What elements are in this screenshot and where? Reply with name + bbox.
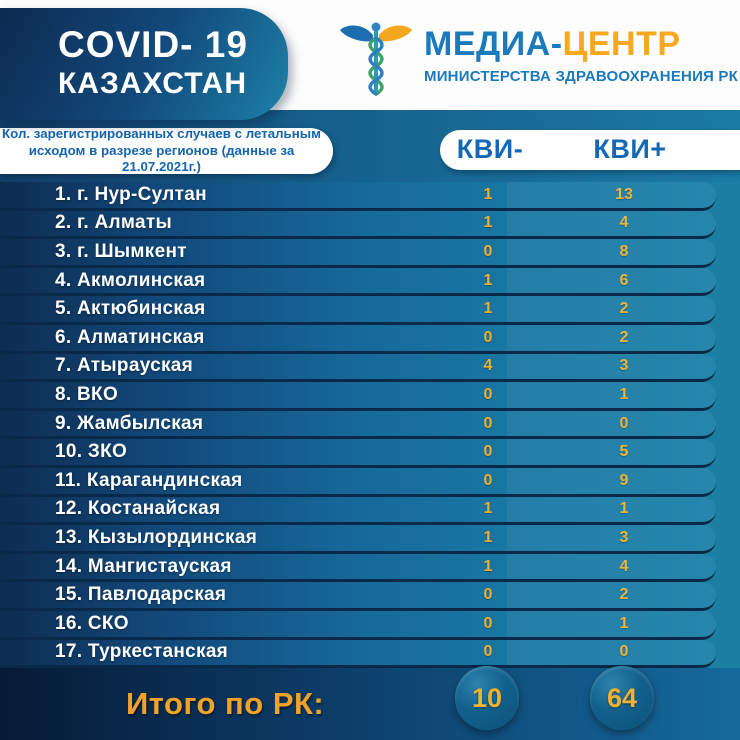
kvi-minus-value: 1 [483,528,493,546]
region-label: 17. Туркестанская [55,641,229,663]
column-header-kvi-plus: КВИ+ [593,134,667,164]
kvi-plus-value: 13 [615,185,633,203]
kvi-plus-value: 0 [619,414,629,432]
kvi-plus-value: 9 [619,471,629,489]
table-row [0,382,716,411]
totals-footer [0,668,740,740]
column-header-pill [440,130,740,170]
region-label: 1. г. Нур-Султан [55,183,207,205]
kvi-plus-value: 1 [619,500,629,518]
kvi-minus-value: 1 [483,557,493,575]
table-row [0,268,716,297]
table-row [0,411,716,440]
kvi-plus-value: 2 [619,300,629,318]
description-line1: Кол. зарегистрированных случаев с летальным [2,126,321,142]
description-pill [0,128,333,174]
kvi-minus-value: 1 [483,271,493,289]
region-label: 7. Атырауская [55,355,194,377]
column-header-kvi-minus: КВИ- [456,134,524,164]
table-row [0,239,716,268]
region-label: 6. Алматинская [55,326,205,348]
table-row [0,554,716,583]
region-label: 16. СКО [55,612,129,634]
region-label: 4. Акмолинская [55,269,206,291]
kvi-minus-value: 0 [483,328,493,346]
kvi-plus-value: 1 [619,385,629,403]
kvi-minus-value: 0 [483,643,493,661]
brand-title-blue: МЕДИА- [424,25,563,63]
total-value-kvi-plus: 64 [606,682,638,713]
kvi-plus-value: 2 [619,586,629,604]
table-row [0,354,716,383]
region-label: 14. Мангистауская [55,555,232,577]
kvi-plus-value: 6 [619,271,629,289]
covid-title-badge [0,8,288,120]
region-label: 10. ЗКО [55,441,128,463]
region-label: 2. г. Алматы [55,212,172,234]
region-label: 12. Костанайская [55,498,221,520]
kvi-minus-value: 0 [483,471,493,489]
kvi-plus-value: 0 [619,643,629,661]
banner [0,110,740,182]
table-row [0,611,716,640]
badge-line-covid: COVID- 19 [58,24,248,65]
kvi-minus-value: 0 [483,586,493,604]
kvi-minus-value: 1 [483,214,493,232]
kvi-plus-value: 3 [619,528,629,546]
brand-title-orange: ЦЕНТР [562,25,681,63]
region-label: 3. г. Шымкент [55,240,187,262]
table-row [0,582,716,611]
total-value-kvi-minus: 10 [471,682,503,713]
kvi-minus-value: 4 [483,357,493,375]
table-row [0,211,716,240]
kvi-minus-value: 1 [483,300,493,318]
kvi-plus-value: 4 [619,214,629,232]
total-circle-kvi-plus [590,666,654,730]
total-label: Итого по РК: [126,686,325,721]
kvi-plus-value: 5 [619,443,629,461]
kvi-minus-value: 0 [483,443,493,461]
table-row [0,525,716,554]
table-row [0,468,716,497]
kvi-plus-value: 1 [619,614,629,632]
region-label: 11. Карагандинская [55,469,243,491]
region-label: 5. Актюбинская [55,298,206,320]
kvi-minus-value: 1 [483,185,493,203]
badge-line-kazakhstan: КАЗАХСТАН [58,67,247,100]
total-circle-kvi-minus [455,666,519,730]
brand-subtitle: МИНИСТЕРСТВА ЗДРАВООХРАНЕНИЯ РК [424,68,738,85]
table-row [0,182,716,211]
brand-block [424,26,738,85]
table-row [0,439,716,468]
kvi-plus-value: 8 [619,242,629,260]
kvi-minus-value: 0 [483,242,493,260]
kvi-plus-value: 2 [619,328,629,346]
description-line2: исходом в разрезе регионов (данные за 21.07.2021г.) [28,142,295,175]
brand-title [424,26,738,62]
kvi-minus-value: 1 [483,500,493,518]
kvi-plus-value: 3 [619,357,629,375]
kvi-minus-value: 0 [483,414,493,432]
region-label: 9. Жамбылская [55,412,204,434]
table-row [0,497,716,526]
region-table [0,182,740,668]
region-label: 15. Павлодарская [55,584,227,606]
kvi-plus-value: 4 [619,557,629,575]
kvi-minus-value: 0 [483,614,493,632]
table-row [0,296,716,325]
table-row [0,640,716,669]
table-row [0,325,716,354]
kvi-minus-value: 0 [483,385,493,403]
caduceus-icon [338,16,414,102]
region-label: 8. ВКО [55,383,119,405]
region-label: 13. Кызылординская [55,526,258,548]
